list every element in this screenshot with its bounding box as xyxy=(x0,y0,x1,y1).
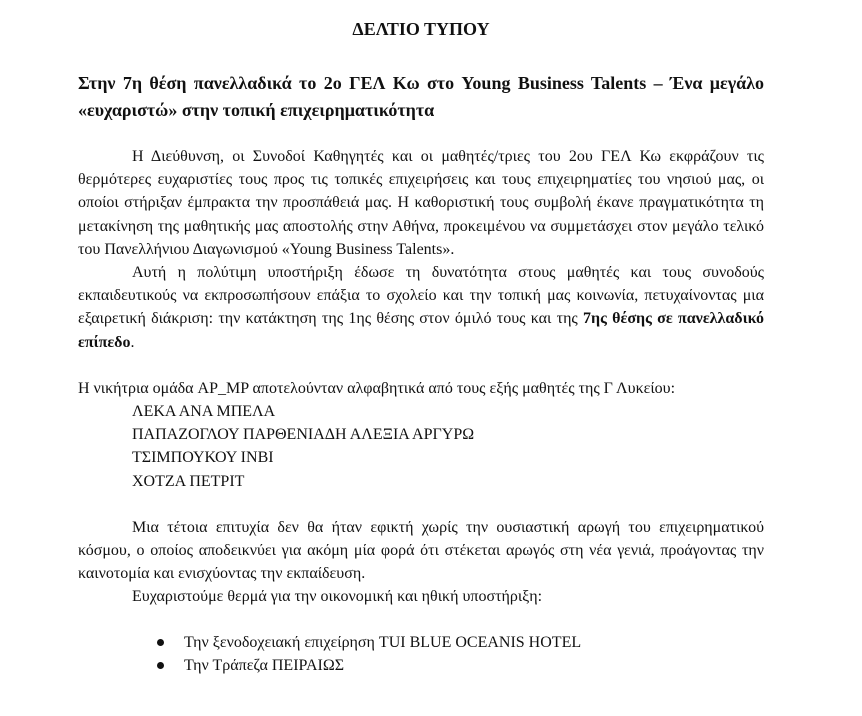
sponsor-name: Την Τράπεζα ΠΕΙΡΑΙΩΣ xyxy=(184,657,345,675)
bullet-icon xyxy=(157,639,164,646)
paragraph-achievement-end: . xyxy=(130,333,135,351)
team-members-list xyxy=(132,400,474,493)
achievement-highlight: 7ης θέσης σε πανελλαδικό επίπεδο xyxy=(78,310,764,351)
team-member: ΤΣΙΜΠΟΥΚΟΥ ΙΝΒΙ xyxy=(132,449,274,467)
paragraph-achievement-text: Αυτή η πολύτιμη υποστήριξη έδωσε τη δυνατότητα στους μαθητές και τους συνοδούς εκπαιδευτικούς να εκπροσωπήσουν επάξια το σχολείο και την τοπική μας κοινωνία, πετυχαίνοντας μια εξαιρετική διάκριση: την κατάκτηση της 1ης θέσης στον όμιλό τους και της xyxy=(78,264,764,328)
document-title: ΔΕΛΤΙΟ ΤΥΠΟΥ xyxy=(352,19,490,39)
team-intro: Η νικήτρια ομάδα AP_MP αποτελούνταν αλφαβητικά από τους εξής μαθητές της Γ Λυκείου: xyxy=(78,380,676,397)
team-member: ΧΟΤΖΑ ΠΕΤΡΙΤ xyxy=(132,472,245,490)
paragraph-gratitude: Η Διεύθυνση, οι Συνοδοί Καθηγητές και οι μαθητές/τριες του 2ου ΓΕΛ Κω εκφράζουν τις θερμότερες ευχαριστίες τους προς τις τοπικές επιχειρήσεις και τους επιχειρηματίες του νησιού μας, οι οποίοι στήριξαν έμπρακτα την προσπάθειά μας. Η καθοριστική τους συμβολή έκανε πραγματικότητα τη μετακίνηση της μαθητικής μας αποστολής στην Αθήνα, προκειμένου να συμμετάσχει στον μεγάλο τελικό του Πανελλήνιου Διαγωνισμού «Young Business Talents». xyxy=(78,148,764,258)
sponsor-name: Την ξενοδοχειακή επιχείρηση TUI BLUE OCEANIS HOTEL xyxy=(184,634,582,651)
sponsor-item xyxy=(154,631,581,654)
paragraph-business-support: Μια τέτοια επιτυχία δεν θα ήταν εφικτή χωρίς την ουσιαστική αρωγή του επιχειρηματικού κόσμου, ο οποίος αποδεικνύει για ακόμη μία φορά ότι στέκεται αρωγός στη νέα γενιά, προάγοντας την καινοτομία και ενισχύοντας την εκπαίδευση. xyxy=(78,519,764,583)
thanks-line: Ευχαριστούμε θερμά για την οικονομική και ηθική υποστήριξη: xyxy=(132,588,543,605)
headline: Στην 7η θέση πανελλαδικά το 2ο ΓΕΛ Κω στο Young Business Talents – Ένα μεγάλο «ευχαριστώ» στην τοπική επιχειρηματικότητα xyxy=(78,73,764,120)
sponsors-list xyxy=(154,631,581,677)
team-member: ΠΑΠΑΖΟΓΛΟΥ ΠΑΡΘΕΝΙΑΔΗ ΑΛΕΞΙΑ ΑΡΓΥΡΩ xyxy=(132,426,475,444)
bullet-icon xyxy=(157,662,164,669)
team-member: ΛΕΚΑ ΑΝΑ ΜΠΕΛΑ xyxy=(132,403,276,420)
paragraph-achievement xyxy=(78,261,764,354)
sponsor-item xyxy=(154,654,581,677)
